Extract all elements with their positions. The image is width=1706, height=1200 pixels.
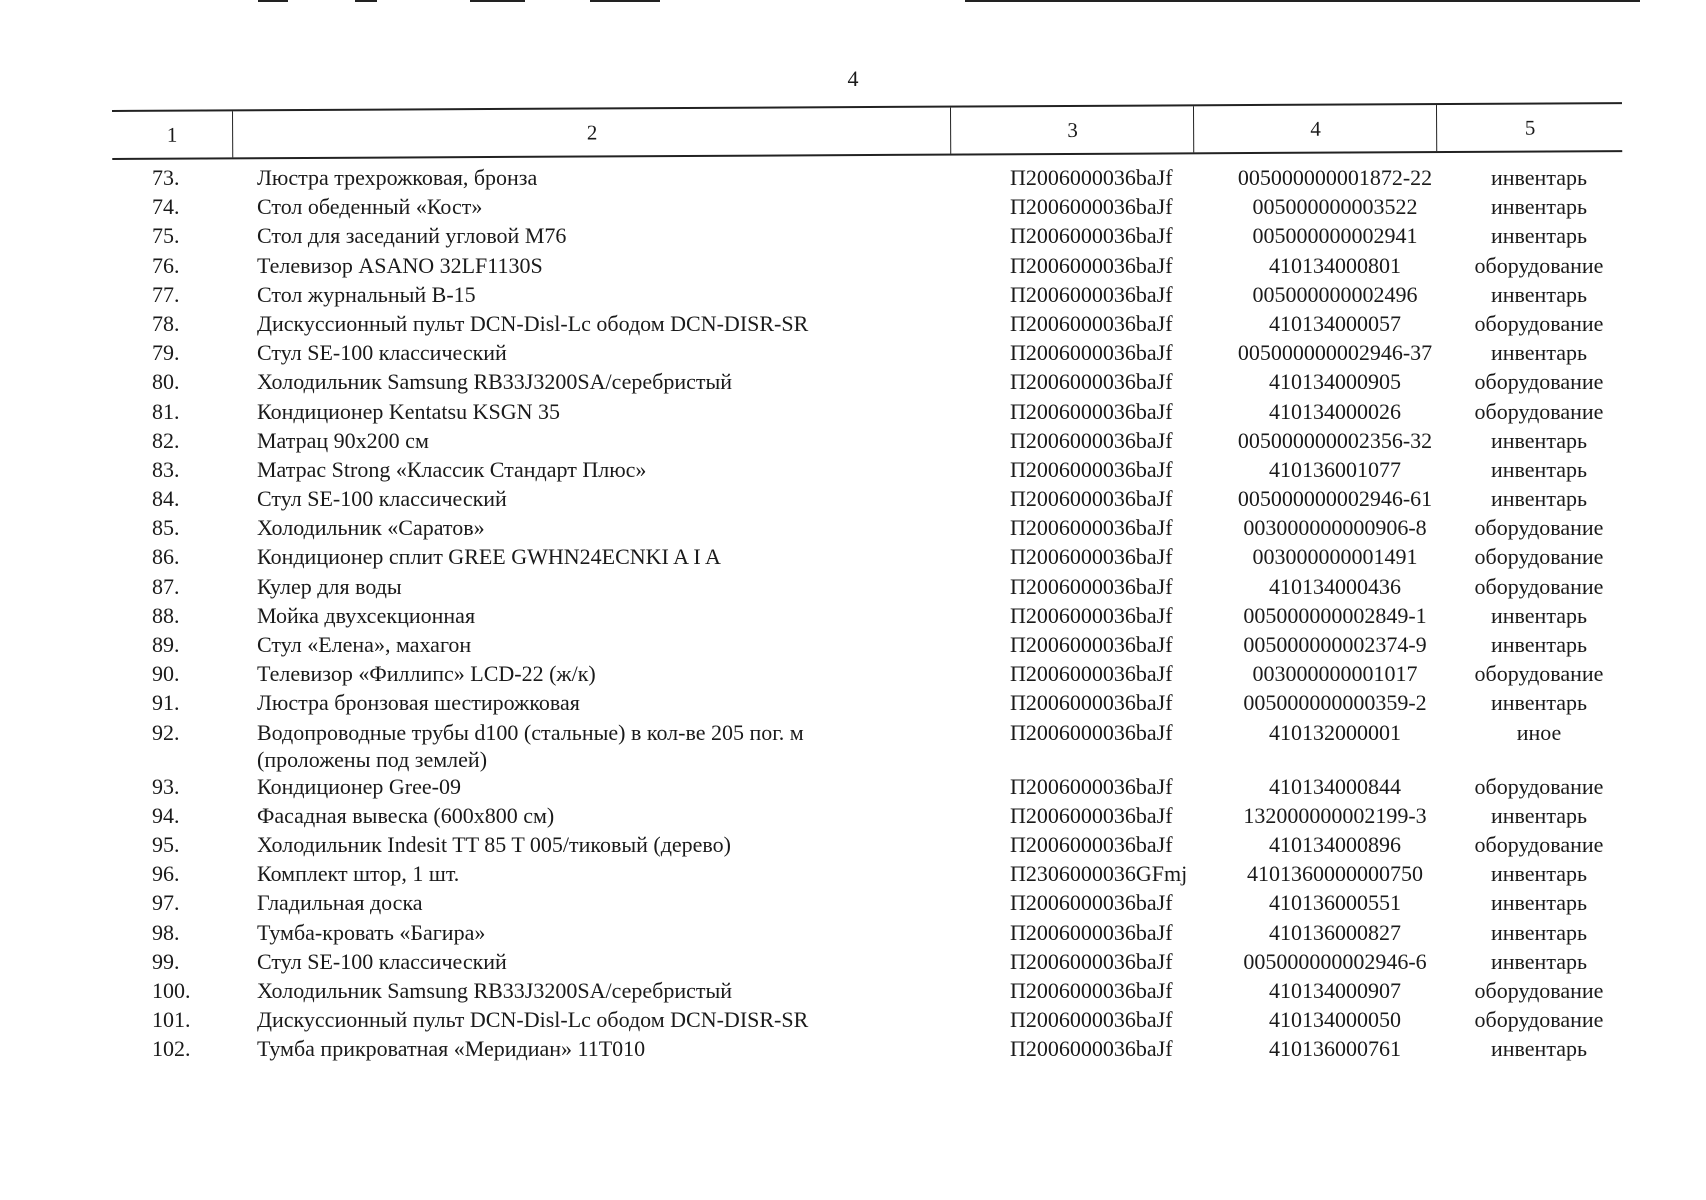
top-edge-rule (355, 0, 377, 2)
item-name: Кондиционер Gree-09 (257, 773, 461, 799)
inventory-number: 410134000907 (1269, 977, 1401, 1003)
item-name: Стол журнальный В-15 (257, 281, 476, 307)
inventory-number: 410134000050 (1269, 1007, 1401, 1033)
inventory-number: 410136000551 (1269, 890, 1401, 916)
item-name: Водопроводные трубы d100 (стальные) в кол-ве 205 пог. м (257, 719, 804, 745)
item-code: П2006000036baJf (1010, 773, 1173, 799)
item-category: оборудование (1474, 661, 1604, 687)
inventory-number: 410134000436 (1269, 573, 1401, 599)
item-category: оборудование (1474, 831, 1604, 857)
table-row (112, 193, 1622, 222)
item-category: оборудование (1474, 369, 1604, 395)
inventory-number: 005000000002946-61 (1237, 486, 1433, 512)
table-body (112, 164, 1622, 1064)
item-category: оборудование (1474, 252, 1604, 278)
row-number: 75. (152, 223, 180, 249)
row-number: 95. (152, 831, 180, 857)
item-code: П2006000036baJf (1010, 281, 1173, 307)
item-code: П2006000036baJf (1010, 340, 1173, 366)
table-row (112, 977, 1622, 1006)
item-name: Кондиционер Kentatsu KSGN 35 (257, 398, 561, 424)
row-number: 83. (152, 456, 180, 482)
table-row (112, 281, 1622, 310)
inventory-number: 005000000001872-22 (1237, 165, 1433, 190)
inventory-number: 410136000827 (1269, 919, 1401, 945)
table-row (112, 398, 1622, 427)
row-number: 101. (152, 1007, 191, 1033)
row-number: 81. (152, 398, 180, 424)
item-code: П2006000036baJf (1010, 486, 1173, 512)
item-category: оборудование (1474, 398, 1604, 424)
item-code: П2006000036baJf (1010, 252, 1173, 278)
inventory-number: 410134000801 (1269, 252, 1401, 278)
item-code: П2006000036baJf (1010, 427, 1173, 453)
item-category: инвентарь (1490, 919, 1588, 945)
inventory-number: 410134000905 (1269, 369, 1401, 395)
item-name: Мойка двухсекционная (257, 602, 476, 628)
table-row (112, 543, 1622, 572)
inventory-number: 005000000002946-6 (1243, 948, 1427, 974)
item-code: П2006000036baJf (1010, 719, 1173, 745)
item-category: инвентарь (1490, 861, 1588, 887)
row-number: 91. (152, 690, 180, 716)
item-category: инвентарь (1490, 632, 1588, 657)
row-number: 77. (152, 281, 180, 307)
item-category: инвентарь (1490, 194, 1588, 220)
row-number: 98. (152, 919, 180, 945)
inventory-number: 005000000002849-1 (1243, 602, 1427, 628)
table-row (112, 802, 1622, 831)
table-header (112, 102, 1622, 160)
item-name: Стол обеденный «Кост» (257, 194, 483, 220)
item-name: Стол для заседаний угловой М76 (257, 223, 567, 249)
item-name: Телевизор «Филлипс» LCD-22 (ж/к) (257, 661, 596, 687)
item-code: П2006000036baJf (1010, 1007, 1173, 1033)
item-name: Матрац 90х200 см (257, 427, 429, 453)
row-number: 100. (152, 977, 191, 1003)
table-row (112, 1035, 1622, 1064)
row-number: 87. (152, 573, 180, 599)
inventory-number: 4101360000000750 (1247, 861, 1423, 887)
table-row (112, 368, 1622, 397)
table-row (112, 602, 1622, 631)
row-number: 73. (152, 165, 180, 190)
item-name: Стул SE-100 классический (257, 486, 507, 512)
row-number: 93. (152, 773, 180, 799)
item-name-continuation: (проложены под землей) (257, 746, 488, 772)
item-code: П2006000036baJf (1010, 977, 1173, 1003)
inventory-number: 005000000000359-2 (1243, 690, 1427, 716)
item-category: инвентарь (1490, 427, 1588, 453)
item-code: П2006000036baJf (1010, 802, 1173, 828)
item-name: Холодильник Samsung RB33J3200SA/серебристый (257, 977, 733, 1003)
table-row (112, 427, 1622, 456)
item-name: Матрас Strong «Классик Стандарт Плюс» (257, 456, 647, 482)
header-col-5: 5 (1436, 104, 1623, 151)
item-name: Дискуссионный пульт DCN-Disl-Lc ободом DCN-DISR-SR (257, 1007, 809, 1033)
item-category: инвентарь (1490, 165, 1588, 190)
inventory-number: 005000000002946-37 (1237, 340, 1433, 366)
item-name: Фасадная вывеска (600х800 см) (257, 802, 555, 828)
table-row (112, 252, 1622, 281)
item-code: П2006000036baJf (1010, 919, 1173, 945)
table-row (112, 860, 1622, 889)
item-code: П2006000036baJf (1010, 310, 1173, 336)
item-name: Холодильник «Саратов» (257, 515, 485, 541)
table-row (112, 719, 1622, 773)
row-number: 76. (152, 252, 180, 278)
inventory-number: 410132000001 (1269, 719, 1401, 745)
inventory-number: 005000000003522 (1252, 194, 1418, 220)
table-row (112, 339, 1622, 368)
item-category: оборудование (1474, 977, 1604, 1003)
item-category: инвентарь (1490, 340, 1588, 366)
item-name: Тумба-кровать «Багира» (257, 919, 486, 945)
table-row (112, 660, 1622, 689)
item-name: Гладильная доска (257, 890, 423, 916)
item-category: оборудование (1474, 544, 1604, 570)
item-name: Кулер для воды (257, 573, 402, 599)
item-name: Холодильник Samsung RB33J3200SA/серебристый (257, 369, 733, 395)
table-row (112, 831, 1622, 860)
item-name: Стул «Елена», махагон (257, 632, 472, 657)
table-row (112, 773, 1622, 802)
item-category: инвентарь (1490, 690, 1588, 716)
inventory-number: 410136000761 (1269, 1036, 1401, 1062)
item-code: П2006000036baJf (1010, 632, 1173, 657)
item-category: оборудование (1474, 773, 1604, 799)
top-edge-rule (258, 0, 288, 2)
item-code: П2006000036baJf (1010, 515, 1173, 541)
top-edge-rule (965, 0, 1640, 2)
row-number: 78. (152, 310, 180, 336)
item-category: инвентарь (1490, 802, 1588, 828)
item-name: Холодильник Indesit TT 85 T 005/тиковый (дерево) (257, 831, 731, 857)
inventory-table (112, 110, 1622, 1064)
row-number: 84. (152, 486, 180, 512)
inventory-number: 005000000002356-32 (1237, 427, 1433, 453)
item-name: Телевизор ASANO 32LF1130S (257, 252, 543, 278)
inventory-number: 005000000002496 (1252, 281, 1418, 307)
inventory-number: 410134000896 (1269, 831, 1401, 857)
table-row (112, 456, 1622, 485)
item-code: П2006000036baJf (1010, 544, 1173, 570)
item-name: Тумба прикроватная «Меридиан» 11T010 (257, 1036, 646, 1062)
item-code: П2006000036baJf (1010, 398, 1173, 424)
item-name: Стул SE-100 классический (257, 340, 507, 366)
inventory-number: 132000000002199-3 (1243, 802, 1427, 828)
row-number: 102. (152, 1036, 191, 1062)
item-category: инвентарь (1490, 486, 1588, 512)
item-name: Кондиционер сплит GREE GWHN24ECNKI A I A (257, 544, 721, 570)
row-number: 79. (152, 340, 180, 366)
row-number: 80. (152, 369, 180, 395)
inventory-number: 410134000026 (1269, 398, 1401, 424)
item-code: П2006000036baJf (1010, 690, 1173, 716)
row-number: 89. (152, 632, 180, 657)
item-category: оборудование (1474, 310, 1604, 336)
item-code: П2006000036baJf (1010, 573, 1173, 599)
item-code: П2306000036GFmj (1010, 861, 1188, 887)
item-category: инвентарь (1490, 1036, 1588, 1062)
inventory-number: 003000000001491 (1252, 544, 1418, 570)
row-number: 99. (152, 948, 180, 974)
item-category: оборудование (1474, 1007, 1604, 1033)
table-row (112, 919, 1622, 948)
table-row (112, 889, 1622, 918)
table-row (112, 514, 1622, 543)
row-number: 96. (152, 861, 180, 887)
item-code: П2006000036baJf (1010, 165, 1173, 190)
header-col-2: 2 (232, 108, 951, 158)
item-code: П2006000036baJf (1010, 1036, 1173, 1062)
table-row (112, 631, 1622, 660)
header-col-3: 3 (950, 106, 1194, 153)
item-code: П2006000036baJf (1010, 456, 1173, 482)
table-row (112, 164, 1622, 193)
item-category: оборудование (1474, 515, 1604, 541)
item-code: П2006000036baJf (1010, 948, 1173, 974)
row-number: 92. (152, 719, 180, 745)
top-edge-rule (590, 0, 660, 2)
item-code: П2006000036baJf (1010, 194, 1173, 220)
item-code: П2006000036baJf (1010, 831, 1173, 857)
row-number: 82. (152, 427, 180, 453)
table-row (112, 485, 1622, 514)
item-code: П2006000036baJf (1010, 661, 1173, 687)
row-number: 88. (152, 602, 180, 628)
table-row (112, 222, 1622, 251)
table-row (112, 573, 1622, 602)
inventory-number: 410134000057 (1269, 310, 1401, 336)
item-code: П2006000036baJf (1010, 602, 1173, 628)
item-code: П2006000036baJf (1010, 223, 1173, 249)
row-number: 97. (152, 890, 180, 916)
item-code: П2006000036baJf (1010, 890, 1173, 916)
inventory-number: 005000000002941 (1252, 223, 1418, 249)
row-number: 94. (152, 802, 180, 828)
item-category: инвентарь (1490, 456, 1588, 482)
header-col-1: 1 (166, 122, 178, 147)
row-number: 86. (152, 544, 180, 570)
row-number: 74. (152, 194, 180, 220)
item-name: Люстра бронзовая шестирожковая (257, 690, 580, 716)
top-edge-rule (470, 0, 525, 2)
item-category: инвентарь (1490, 281, 1588, 307)
table-row (112, 310, 1622, 339)
page-number: 4 (847, 66, 859, 91)
inventory-number: 003000000001017 (1252, 661, 1418, 687)
item-name: Дискуссионный пульт DCN-Disl-Lc ободом DCN-DISR-SR (257, 310, 809, 336)
item-category: инвентарь (1490, 602, 1588, 628)
table-row (112, 948, 1622, 977)
inventory-number: 410134000844 (1269, 773, 1401, 799)
header-col-4: 4 (1193, 105, 1437, 152)
table-row (112, 689, 1622, 718)
item-name: Люстра трехрожковая, бронза (257, 165, 538, 190)
item-category: инвентарь (1490, 948, 1588, 974)
inventory-number: 005000000002374-9 (1243, 632, 1427, 657)
inventory-number: 410136001077 (1269, 456, 1401, 482)
item-name: Стул SE-100 классический (257, 948, 507, 974)
row-number: 85. (152, 515, 180, 541)
item-name: Комплект штор, 1 шт. (257, 861, 460, 887)
item-category: иное (1516, 719, 1562, 745)
item-category: оборудование (1474, 573, 1604, 599)
item-category: инвентарь (1490, 223, 1588, 249)
row-number: 90. (152, 661, 180, 687)
table-row (112, 1006, 1622, 1035)
item-code: П2006000036baJf (1010, 369, 1173, 395)
item-category: инвентарь (1490, 890, 1588, 916)
inventory-number: 003000000000906-8 (1243, 515, 1427, 541)
